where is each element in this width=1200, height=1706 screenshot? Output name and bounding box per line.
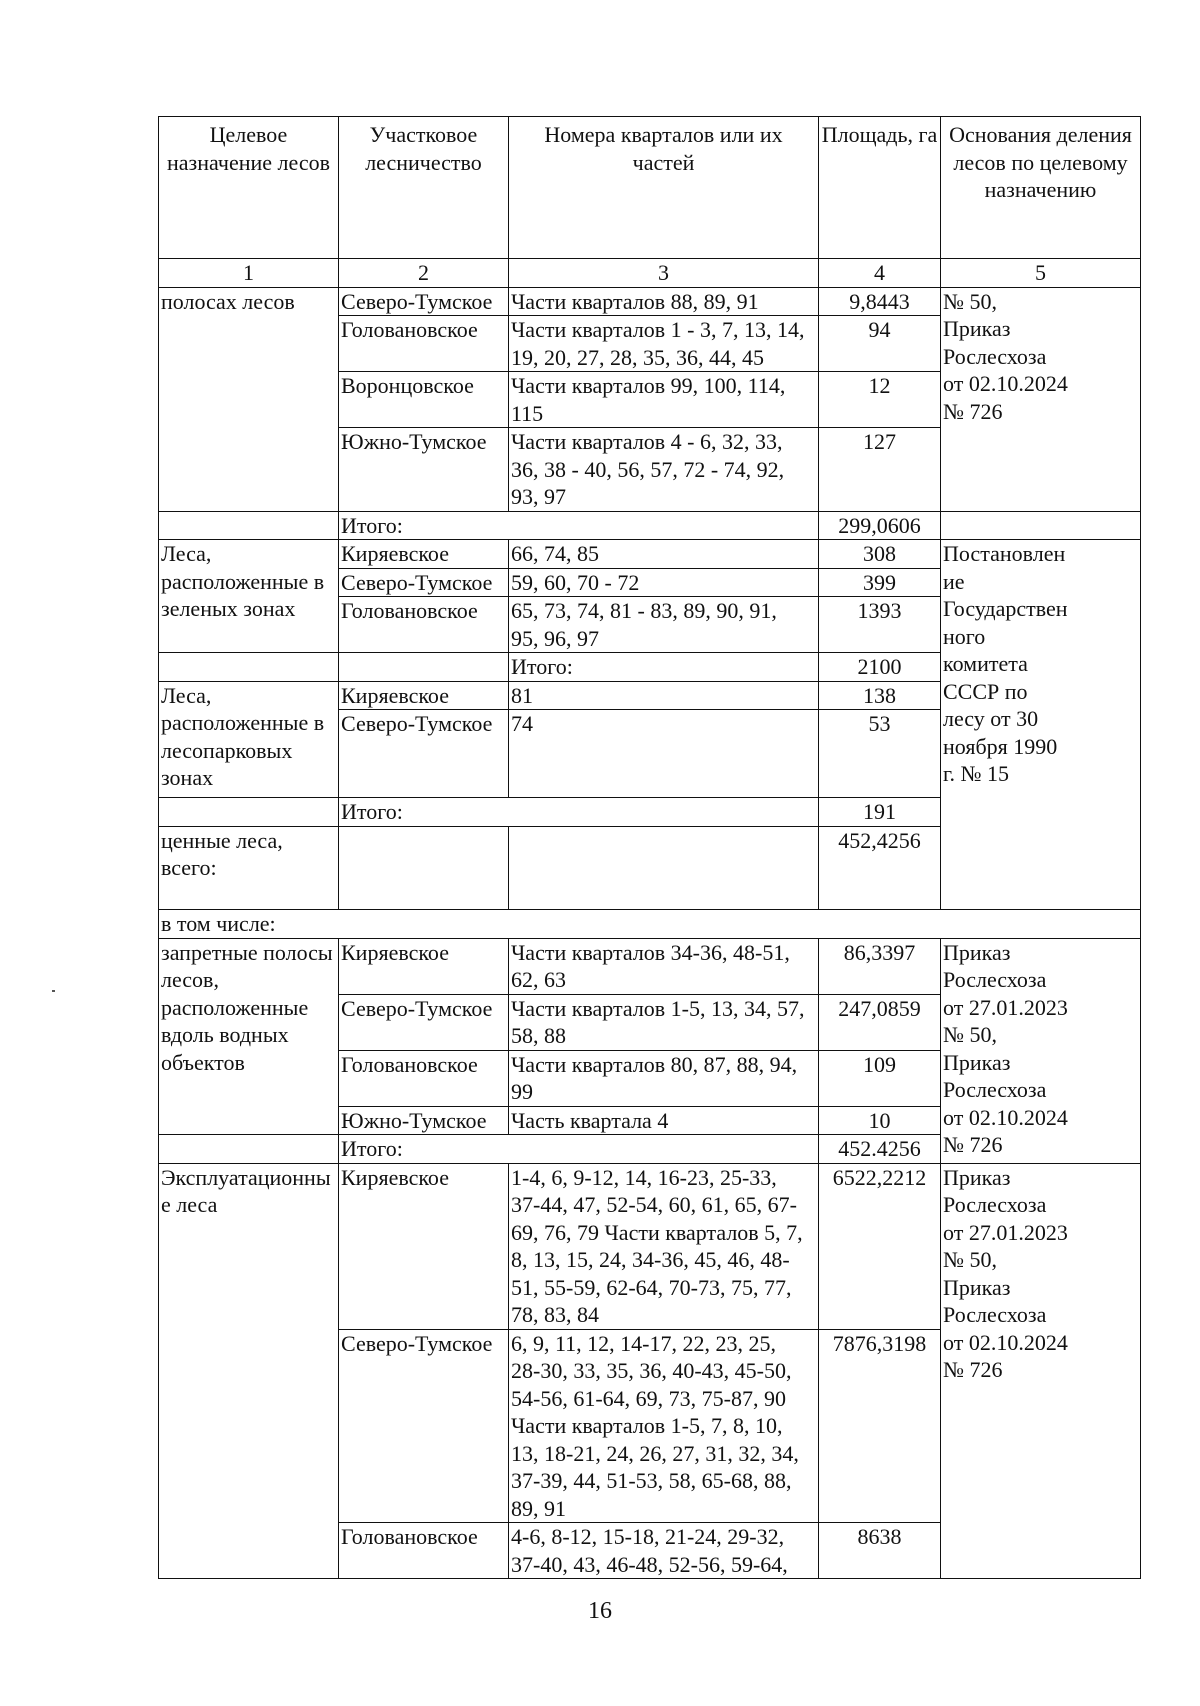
purpose-cell: Эксплуатационны е леса: [159, 1163, 339, 1579]
quarters-cell: Части кварталов 34-36, 48-51, 62, 63: [509, 938, 819, 994]
empty-cell: [339, 826, 509, 910]
empty-cell: [159, 798, 339, 827]
purpose-cell: запретные полосы лесов, расположенные вдоль водных объектов: [159, 938, 339, 1135]
forest-purpose-table: [158, 116, 1141, 1579]
district-cell: Воронцовское: [339, 372, 509, 428]
column-number: 3: [509, 259, 819, 288]
quarters-cell: Части кварталов 99, 100, 114, 115: [509, 372, 819, 428]
quarters-cell: 66, 74, 85: [509, 540, 819, 569]
header-area: Площадь, га: [819, 117, 941, 259]
subheading-row: [159, 910, 1141, 939]
total-area: 2100: [819, 653, 941, 682]
basis-cell: № 50, Приказ Рослесхоза от 02.10.2024 № 726: [941, 287, 1141, 511]
scan-speck: [52, 990, 55, 992]
header-district: Участковое лесничество: [339, 117, 509, 259]
empty-cell: [159, 653, 339, 682]
area-cell: 94: [819, 316, 941, 372]
quarters-cell: 1-4, 6, 9-12, 14, 16-23, 25-33, 37-44, 47, 52-54, 60, 61, 65, 67- 69, 76, 79 Части кварталов 5, 7, 8, 13, 15, 24, 34-36, 45, 46, 48- 51, 55-59, 62-64, 70-73, 75, 77, 78, 83, 84: [509, 1163, 819, 1329]
empty-cell: [159, 1135, 339, 1164]
district-cell: Головановское: [339, 1523, 509, 1579]
empty-cell: [509, 826, 819, 910]
district-cell: Южно-Тумское: [339, 428, 509, 512]
header-basis: Основания деления лесов по целевому назначению: [941, 117, 1141, 259]
table-row: [159, 938, 1141, 994]
quarters-cell: Части кварталов 1-5, 13, 34, 57, 58, 88: [509, 994, 819, 1050]
table-row: [159, 287, 1141, 316]
column-number: 2: [339, 259, 509, 288]
basis-cell: Приказ Рослесхоза от 27.01.2023 № 50, Приказ Рослесхоза от 02.10.2024 № 726: [941, 938, 1141, 1163]
basis-cell: Постановлен ие Государствен ного комитета СССР по лесу от 30 ноября 1990 г. № 15: [941, 540, 1141, 910]
quarters-cell: Части кварталов 4 - 6, 32, 33, 36, 38 - 40, 56, 57, 72 - 74, 92, 93, 97: [509, 428, 819, 512]
column-number: 4: [819, 259, 941, 288]
area-cell: 138: [819, 681, 941, 710]
total-label: Итого:: [339, 1135, 819, 1164]
district-cell: Киряевское: [339, 540, 509, 569]
header-purpose: Целевое назначение лесов: [159, 117, 339, 259]
column-number: 1: [159, 259, 339, 288]
district-cell: Северо-Тумское: [339, 994, 509, 1050]
area-cell: 7876,3198: [819, 1329, 941, 1523]
area-cell: 9,8443: [819, 287, 941, 316]
quarters-cell: 59, 60, 70 - 72: [509, 568, 819, 597]
basis-cell: Приказ Рослесхоза от 27.01.2023 № 50, Приказ Рослесхоза от 02.10.2024 № 726: [941, 1163, 1141, 1579]
area-cell: 109: [819, 1050, 941, 1106]
including-label: в том числе:: [159, 910, 1141, 939]
district-cell: Южно-Тумское: [339, 1106, 509, 1135]
area-cell: 86,3397: [819, 938, 941, 994]
empty-cell: [159, 511, 339, 540]
area-cell: 399: [819, 568, 941, 597]
quarters-cell: 4-6, 8-12, 15-18, 21-24, 29-32, 37-40, 43, 46-48, 52-56, 59-64,: [509, 1523, 819, 1579]
district-cell: Киряевское: [339, 681, 509, 710]
district-cell: Северо-Тумское: [339, 1329, 509, 1523]
total-area: 191: [819, 798, 941, 827]
quarters-cell: Часть квартала 4: [509, 1106, 819, 1135]
area-cell: 308: [819, 540, 941, 569]
district-cell: Северо-Тумское: [339, 710, 509, 798]
area-cell: 12: [819, 372, 941, 428]
empty-cell: [339, 653, 509, 682]
total-label: Итого:: [509, 653, 819, 682]
quarters-cell: 74: [509, 710, 819, 798]
quarters-cell: 81: [509, 681, 819, 710]
total-label: Итого:: [339, 798, 819, 827]
area-cell: 127: [819, 428, 941, 512]
district-cell: Киряевское: [339, 938, 509, 994]
total-row: [159, 511, 1141, 540]
total-area: 452.4256: [819, 1135, 941, 1164]
page-number: 16: [588, 1598, 612, 1624]
quarters-cell: Части кварталов 88, 89, 91: [509, 287, 819, 316]
empty-cell: [941, 511, 1141, 540]
total-area: 299,0606: [819, 511, 941, 540]
district-cell: Головановское: [339, 316, 509, 372]
header-quarters: Номера кварталов или их частей: [509, 117, 819, 259]
district-cell: Головановское: [339, 1050, 509, 1106]
area-cell: 452,4256: [819, 826, 941, 910]
quarters-cell: Части кварталов 80, 87, 88, 94, 99: [509, 1050, 819, 1106]
district-cell: Киряевское: [339, 1163, 509, 1329]
area-cell: 8638: [819, 1523, 941, 1579]
quarters-cell: 65, 73, 74, 81 - 83, 89, 90, 91, 95, 96, 97: [509, 597, 819, 653]
area-cell: 53: [819, 710, 941, 798]
district-cell: Головановское: [339, 597, 509, 653]
area-cell: 247,0859: [819, 994, 941, 1050]
column-number: 5: [941, 259, 1141, 288]
purpose-cell: Леса, расположенные в зеленых зонах: [159, 540, 339, 653]
area-cell: 10: [819, 1106, 941, 1135]
quarters-cell: Части кварталов 1 - 3, 7, 13, 14, 19, 20, 27, 28, 35, 36, 44, 45: [509, 316, 819, 372]
purpose-cell: полосах лесов: [159, 287, 339, 511]
total-label: Итого:: [339, 511, 819, 540]
district-cell: Северо-Тумское: [339, 568, 509, 597]
purpose-cell: ценные леса, всего:: [159, 826, 339, 910]
quarters-cell: 6, 9, 11, 12, 14-17, 22, 23, 25, 28-30, 33, 35, 36, 40-43, 45-50, 54-56, 61-64, 69, 73, 75-87, 90 Части кварталов 1-5, 7, 8, 10, 13, 18-21, 24, 26, 27, 31, 32, 34, 37-39, 44, 51-53, 58, 65-68, 88, 89, 91: [509, 1329, 819, 1523]
district-cell: Северо-Тумское: [339, 287, 509, 316]
area-cell: 1393: [819, 597, 941, 653]
purpose-cell: Леса, расположенные в лесопарковых зонах: [159, 681, 339, 798]
table-row: [159, 540, 1141, 569]
area-cell: 6522,2212: [819, 1163, 941, 1329]
table-row: [159, 1163, 1141, 1329]
